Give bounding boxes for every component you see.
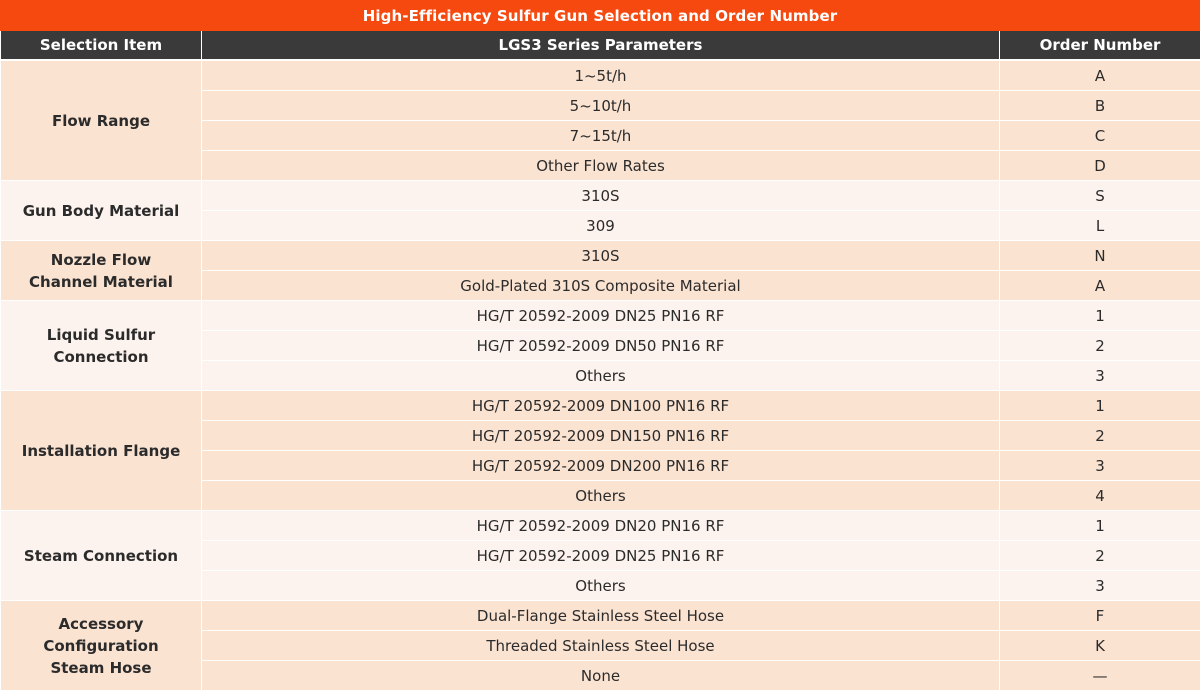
selection-item-label: Installation Flange — [1, 391, 202, 511]
order-number-cell: N — [1000, 241, 1200, 271]
table-row — [1, 60, 1200, 91]
header-row — [1, 31, 1200, 60]
table-title: High-Efficiency Sulfur Gun Selection and Order Number — [0, 0, 1200, 31]
parameter-cell: Gold-Plated 310S Composite Material — [202, 271, 1000, 301]
selection-item-label: Steam Connection — [1, 511, 202, 601]
table-body — [1, 60, 1200, 691]
order-number-cell: S — [1000, 181, 1200, 211]
table-row — [1, 181, 1200, 211]
order-number-cell: 1 — [1000, 511, 1200, 541]
order-number-cell: F — [1000, 601, 1200, 631]
table-row — [1, 241, 1200, 271]
table-row — [1, 601, 1200, 631]
order-number-cell: 3 — [1000, 361, 1200, 391]
order-number-cell: 4 — [1000, 481, 1200, 511]
order-number-cell: 2 — [1000, 541, 1200, 571]
order-number-cell: A — [1000, 60, 1200, 91]
selection-item-label: Gun Body Material — [1, 181, 202, 241]
parameter-cell: HG/T 20592-2009 DN50 PN16 RF — [202, 331, 1000, 361]
order-number-cell: — — [1000, 661, 1200, 691]
selection-item-label: Liquid Sulfur Connection — [1, 301, 202, 391]
parameter-cell: 310S — [202, 181, 1000, 211]
table-row — [1, 391, 1200, 421]
parameter-cell: Others — [202, 571, 1000, 601]
parameter-cell: HG/T 20592-2009 DN25 PN16 RF — [202, 301, 1000, 331]
parameter-cell: 5~10t/h — [202, 91, 1000, 121]
order-number-cell: C — [1000, 121, 1200, 151]
order-number-cell: 1 — [1000, 301, 1200, 331]
table-row — [1, 511, 1200, 541]
order-number-cell: L — [1000, 211, 1200, 241]
order-number-cell: K — [1000, 631, 1200, 661]
order-number-cell: 3 — [1000, 571, 1200, 601]
order-number-cell: A — [1000, 271, 1200, 301]
parameter-cell: 1~5t/h — [202, 60, 1000, 91]
parameter-cell: Others — [202, 361, 1000, 391]
parameter-cell: HG/T 20592-2009 DN200 PN16 RF — [202, 451, 1000, 481]
order-number-cell: B — [1000, 91, 1200, 121]
parameter-cell: None — [202, 661, 1000, 691]
parameter-cell: HG/T 20592-2009 DN25 PN16 RF — [202, 541, 1000, 571]
table-row — [1, 301, 1200, 331]
order-number-cell: 1 — [1000, 391, 1200, 421]
parameter-cell: HG/T 20592-2009 DN20 PN16 RF — [202, 511, 1000, 541]
order-number-cell: 2 — [1000, 331, 1200, 361]
header-selection-item: Selection Item — [1, 31, 202, 60]
selection-item-label: Nozzle Flow Channel Material — [1, 241, 202, 301]
order-number-cell: D — [1000, 151, 1200, 181]
order-number-cell: 3 — [1000, 451, 1200, 481]
parameter-cell: Other Flow Rates — [202, 151, 1000, 181]
parameter-cell: HG/T 20592-2009 DN150 PN16 RF — [202, 421, 1000, 451]
selection-item-label: Accessory Configuration Steam Hose — [1, 601, 202, 691]
order-number-cell: 2 — [1000, 421, 1200, 451]
selection-table — [0, 31, 1200, 691]
parameter-cell: Others — [202, 481, 1000, 511]
header-order-number: Order Number — [1000, 31, 1200, 60]
header-parameters: LGS3 Series Parameters — [202, 31, 1000, 60]
parameter-cell: HG/T 20592-2009 DN100 PN16 RF — [202, 391, 1000, 421]
selection-item-label: Flow Range — [1, 60, 202, 181]
parameter-cell: 7~15t/h — [202, 121, 1000, 151]
parameter-cell: 310S — [202, 241, 1000, 271]
parameter-cell: 309 — [202, 211, 1000, 241]
parameter-cell: Threaded Stainless Steel Hose — [202, 631, 1000, 661]
parameter-cell: Dual-Flange Stainless Steel Hose — [202, 601, 1000, 631]
